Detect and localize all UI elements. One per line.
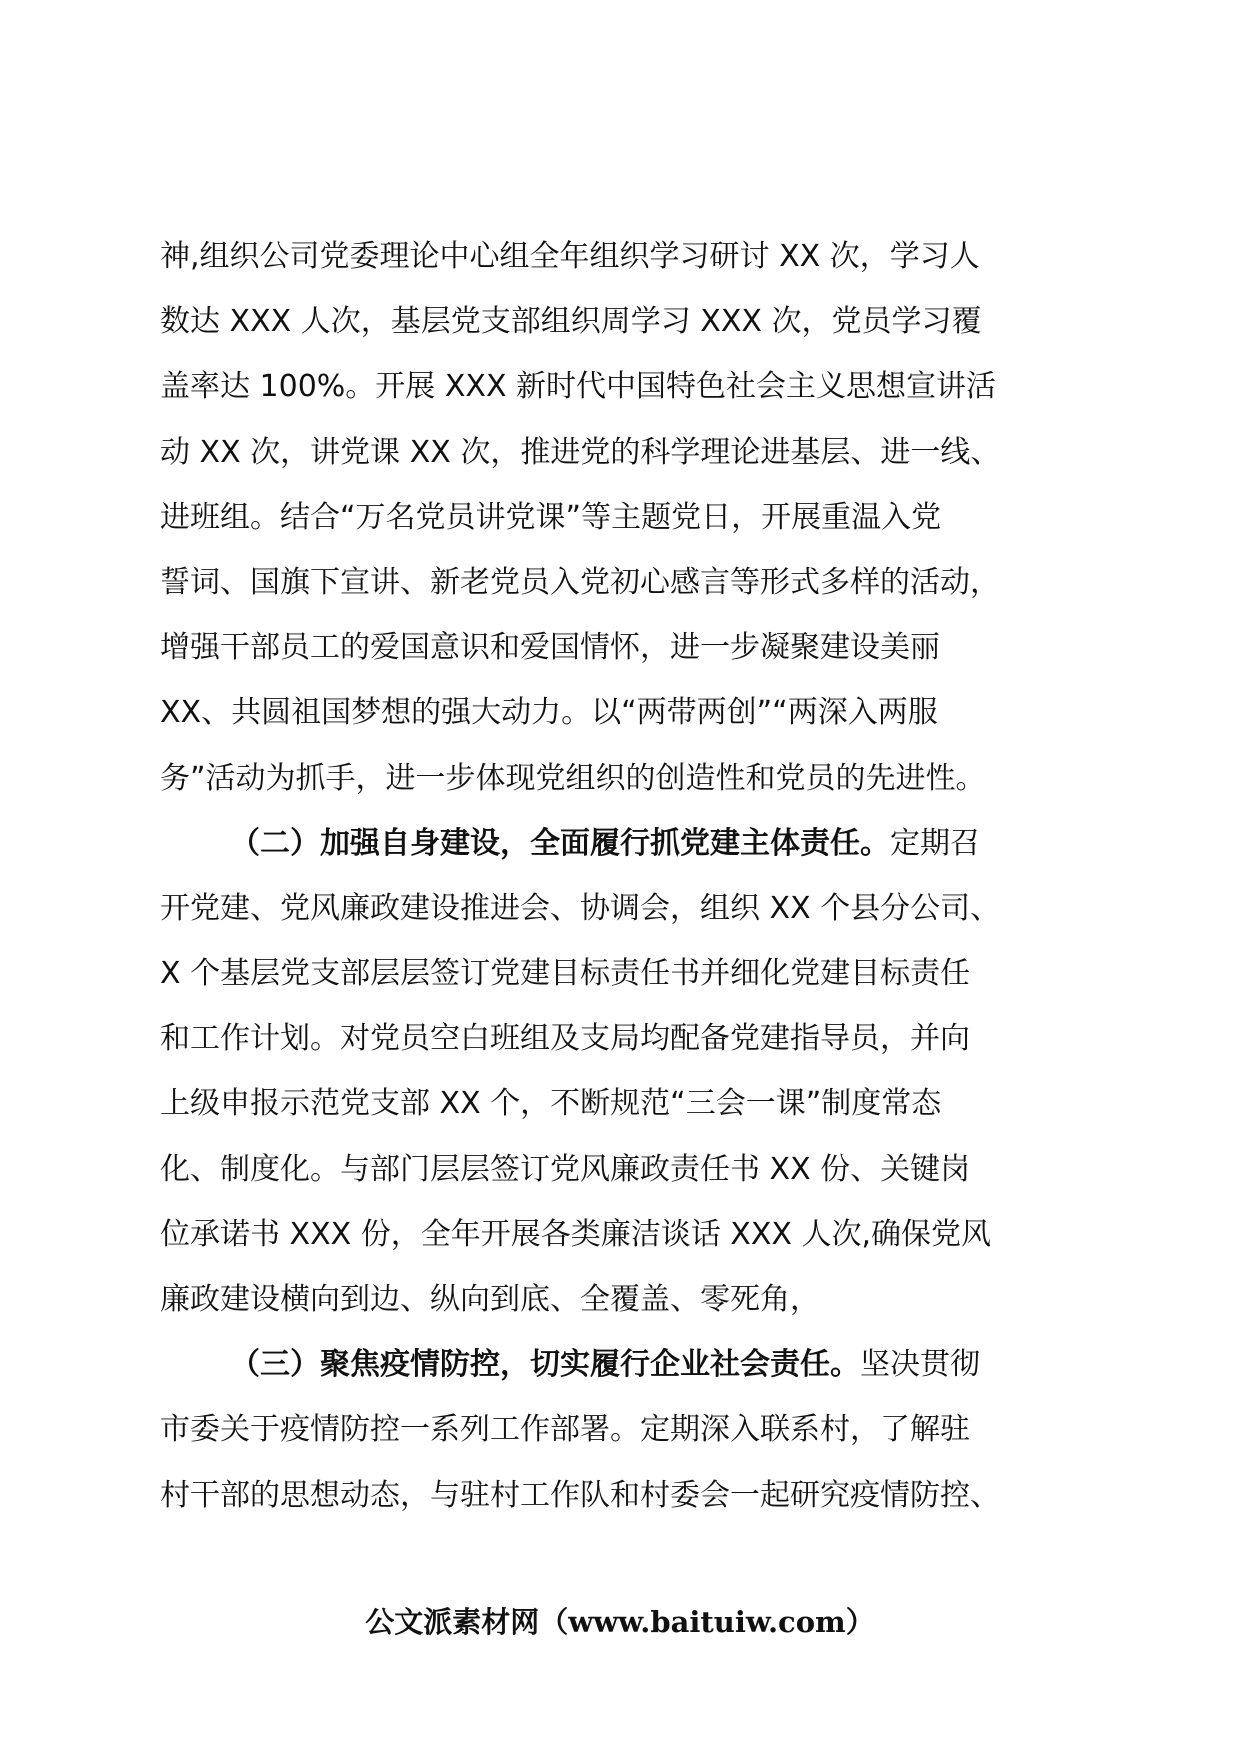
paragraph-line: 廉政建设横向到边、纵向到底、全覆盖、零死角，	[160, 1282, 820, 1317]
paragraph-line: 位承诺书 XXX 份，全年开展各类廉洁谈话 XXX 人次,确保党风	[160, 1216, 991, 1252]
paragraph-line: 誓词、国旗下宣讲、新老党员入党初心感言等形式多样的活动，	[160, 564, 1000, 600]
section-3-first-line-text: 坚决贯彻	[860, 1347, 980, 1383]
paragraph-line: XX、共圆祖国梦想的强大动力。以“两带两创”“两深入两服	[160, 695, 938, 731]
paragraph-line: 开党建、党风廉政建设推进会、协调会，组织 XX 个县分公司、	[160, 890, 1001, 926]
section-2-heading: （二）加强自身建设，全面履行抓党建主体责任。	[230, 825, 890, 861]
paragraph-line: 市委关于疫情防控一系列工作部署。定期深入联系村，了解驻	[160, 1412, 970, 1448]
paragraph-line: 增强干部员工的爱国意识和爱国情怀，进一步凝聚建设美丽	[160, 630, 940, 666]
paragraph-line: 进班组。结合“万名党员讲党课”等主题党日，开展重温入党	[160, 499, 942, 535]
paragraph-line: 村干部的思想动态，与驻村工作队和村委会一起研究疫情防控、	[160, 1477, 1000, 1513]
paragraph-line: 上级申报示范党支部 XX 个，不断规范“三会一课”制度常态	[160, 1086, 942, 1122]
paragraph-line: 和工作计划。对党员空白班组及支局均配备党建指导员，并向	[160, 1021, 970, 1057]
paragraph-line: 化、制度化。与部门层层签订党风廉政责任书 XX 份、关键岗	[160, 1151, 971, 1187]
paragraph-line: 务”活动为抓手，进一步体现党组织的创造性和党员的先进性。	[160, 760, 986, 796]
section-3-heading: （三）聚焦疫情防控，切实履行企业社会责任。	[230, 1347, 860, 1383]
paragraph-line: 数达 XXX 人次，基层党支部组织周学习 XXX 次，党员学习覆	[160, 304, 982, 340]
section-3-first-line	[160, 1332, 1080, 1397]
section-2-first-line	[160, 811, 1080, 876]
paragraph-line: 神,组织公司党委理论中心组全年组织学习研讨 XX 次，学习人	[160, 239, 980, 274]
footer-watermark: 公文派素材网（www.baituiw.com）	[365, 1605, 875, 1639]
paragraph-line: 盖率达 100%。开展 XXX 新时代中国特色社会主义思想宣讲活	[160, 369, 997, 405]
section-2-first-line-text: 定期召	[890, 825, 980, 861]
paragraph-line: X 个基层党支部层层签订党建目标责任书并细化党建目标责任	[160, 956, 971, 992]
body-text	[160, 224, 1080, 1528]
paragraph-line: 动 XX 次，讲党课 XX 次，推进党的科学理论进基层、进一线、	[160, 434, 1001, 470]
